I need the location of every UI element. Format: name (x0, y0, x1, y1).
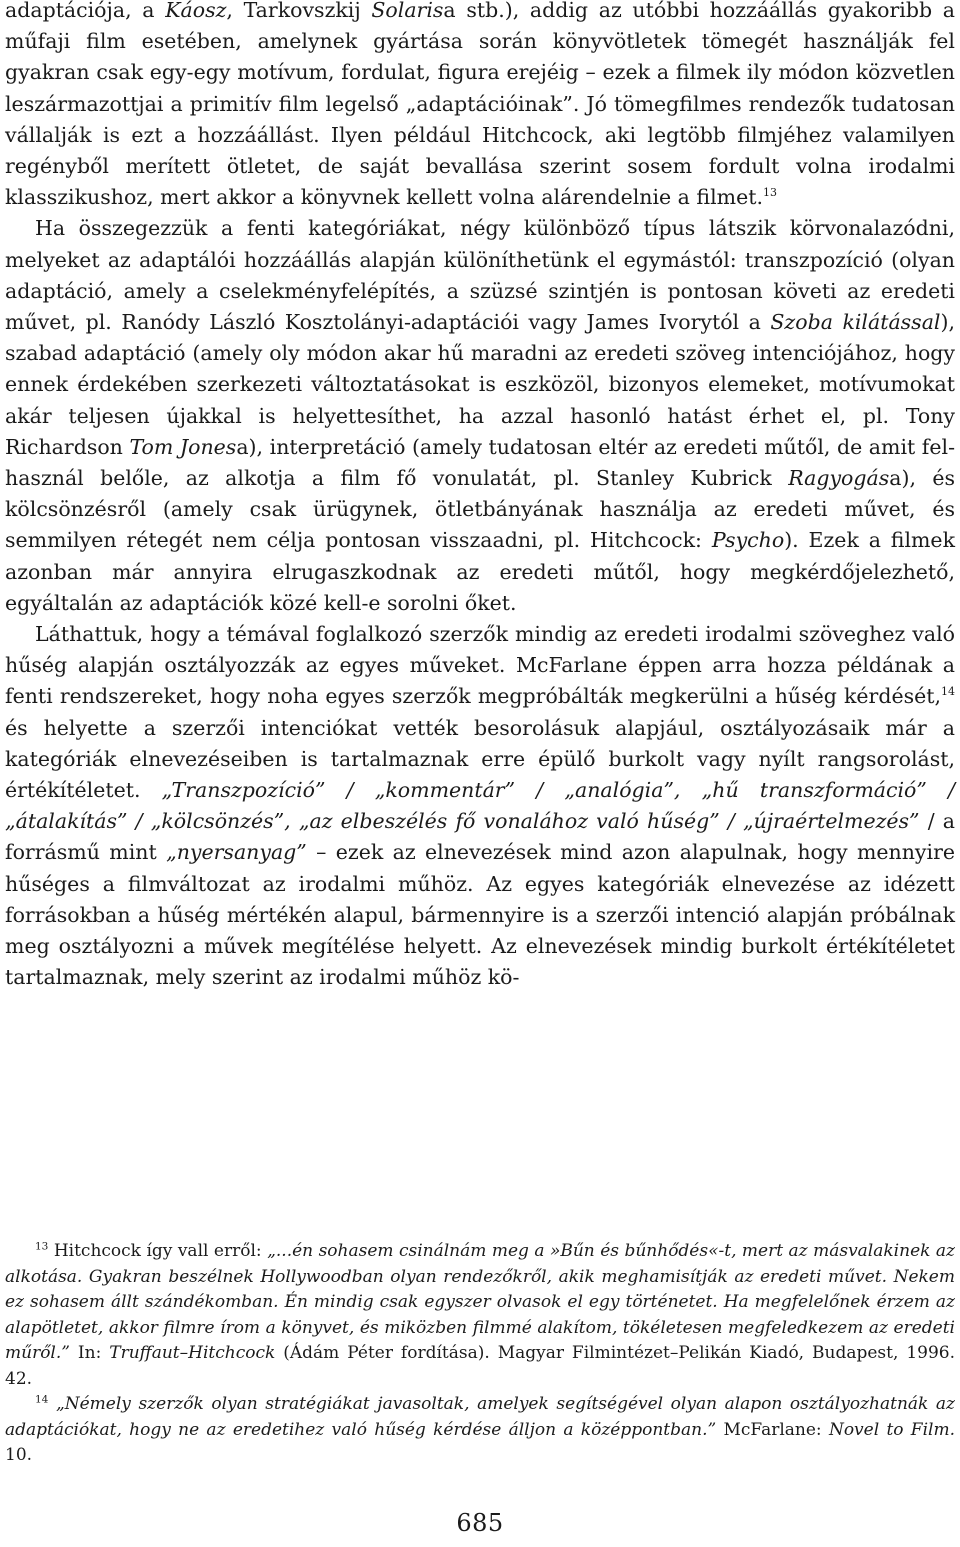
text-run: a stb.), addig az utóbbi hozzáállás gyakoribb a műfaji film esetében, amelynek gyártása során könyvötletek tömegét használják fel gyakran csak egy-egy motívum, fordulat, figura erejéig – ezek a filmek ily módon közvetlen leszármazottjai a primitív film legelső „adaptációinak”. Jó tömegfilmes rendezők tudatosan vállalják is ezt a hozzáállást. Ilyen például Hitchcock, aki legtöbb filmjéhez valamilyen regényből merített ötletet, de saját bevallása szerint sosem fordult volna irodalmi klasszikushoz, mert akkor a könyvnek kellett volna alárendelnie a filmet. (5, 0, 955, 210)
footnote-14 (5, 1392, 955, 1469)
italic-text: Szoba kilátással (770, 310, 941, 335)
footnotes (5, 1239, 955, 1469)
text-run: és helyette a szerzői intenciókat vették besorolásuk alapjául, osztályozásaik már a kategóriák elnevezéseiben is tartalmaznak erre épülő burkolt vagy nyílt rangsorolást, értékítéletet. (5, 715, 955, 803)
italic-text: Psycho (711, 528, 785, 553)
text-run: a), interpretáció (amely tudatosan eltér az eredeti műtől, de amit felhasznál belőle, az alkotja a film fő vonulatát, pl. Stanley Kubrick (5, 434, 956, 491)
text-run: , Tarkovszkij (226, 0, 372, 22)
text-run: In: (69, 1343, 110, 1363)
italic-text: „...én sohasem csinálnám meg a »Bűn és bűnhődés«-t, mert az másvalakinek az alkotása. Gyakran beszélnek Hollywoodban olyan rendezőkről, akik meghamisítják az eredeti művet. Nekem ez sohasem állt szándékomban. Én mindig csak egyszer olvasok el egy történetet. Ha megfelelőnek érzem az alapötletet, akkor filmre írom a könyvet, és miközben filmmé alakítom, tökéletesen megfeledkezem az eredeti műről.” (5, 1241, 955, 1363)
text-run: (Ádám Péter fordítása). Magyar Filmintézet–Pelikán Kiadó, Budapest, 1996. 42. (5, 1343, 956, 1389)
italic-text: Ragyogás (788, 466, 890, 491)
italic-text: Káosz (165, 0, 227, 22)
footnote-reference: 14 (941, 685, 955, 699)
text-run: / a forrásmű mint (5, 809, 955, 865)
text-run: McFarlane: (716, 1419, 829, 1440)
text-run: ). Ezek a filmek azonban már annyira elrugaszkodnak az eredeti műtől, hogy megkérdőjelezhető, egyáltalán az adaptációk közé kell-e sorolni őket. (5, 528, 955, 615)
text-run: Hitchcock így vall erről: (48, 1241, 268, 1261)
italic-text: „Némely szerzők olyan stratégiákat javasoltak, amelyek segítségével olyan alapon osztályozhatnák az adaptációkat, hogy ne az eredetihez való hűség kérdése álljon a középpontban.” (5, 1394, 955, 1440)
text-run: – ezek az elnevezések mind azon alapulnak, hogy mennyire hűséges a filmváltozat az irodalmi műhöz. Az egyes kategóriák elnevezése az idézett forrásokban a hűség mértékén alapul, bármennyire is a szerzői intenció alapján próbálnak meg osztályozni a művek megítélése helyett. Az elnevezések mindig burkolt értékítéletet tartalmaznak, mely szerint az irodalmi műhöz kö- (5, 840, 956, 990)
text-run: ), szabad adaptáció (amely oly módon akar hű maradni az eredeti szöveg intenciójához, hogy ennek érdekében szerkezeti változtatásokat is eszközöl, bizonyos elemeket, motívumokat akár teljesen újakkal is helyettesíthet, ha azzal hasonló hatást érhet el, pl. Tony Richardson (5, 310, 955, 459)
text-run: Láthattuk, hogy a témával foglalkozó szerzők mindig az eredeti irodalmi szöveghez való hűség alapján osztályozzák az egyes műveket. McFarlane éppen arra hozza példának a fenti rendszereket, hogy noha egyes szerzők megpróbálták megkerülni a hűség kérdését, (5, 622, 955, 709)
footnote-number: 14 (35, 1393, 49, 1406)
text-run: Ha összegezzük a fenti kategóriákat, négy különböző típus látszik körvonalazódni, melyeket az adaptálói hozzáállás alapján különíthetünk el egymástól: transzpozíció (olyan adaptáció, amely a cselekményfelépítés, a szüzsé szintjén is pontosan követi az eredeti művet, pl. Ranódy László Kosztolányi-adaptációi vagy James Ivorytól a (5, 216, 955, 335)
text-run: a), és kölcsönzésről (amely csak ürügynek, ötletbányának használja az eredeti művet, és semmilyen rétegét nem célja pontosan visszaadni, pl. Hitchcock: (5, 466, 955, 553)
italic-text: Novel to Film. (828, 1419, 955, 1440)
text-run (48, 1394, 56, 1414)
italic-text: Truffaut–Hitchcock (109, 1343, 276, 1363)
paragraph-3 (5, 619, 955, 993)
italic-text: Solaris (371, 0, 444, 22)
italic-text: Tom Jones (129, 434, 237, 459)
italic-text: „Transzpozíció” / „kommentár” / „analógia”, „hű transzformáció” / „átalakítás” / „kölcsönzés”, „az elbeszélés fő vonalához való hűség” / „újraértelmezés” (5, 778, 955, 834)
footnote-number: 13 (35, 1240, 49, 1253)
text-run: adaptációja, a (5, 0, 166, 22)
paragraph-1 (5, 0, 955, 213)
footnote-reference: 13 (762, 186, 777, 200)
body-text (5, 0, 955, 994)
page-number: 685 (456, 1509, 504, 1537)
italic-text: „nyersanyag” (166, 840, 307, 865)
paragraph-2 (5, 213, 955, 619)
footnote-13 (5, 1239, 955, 1392)
text-run: 10. (5, 1445, 33, 1465)
